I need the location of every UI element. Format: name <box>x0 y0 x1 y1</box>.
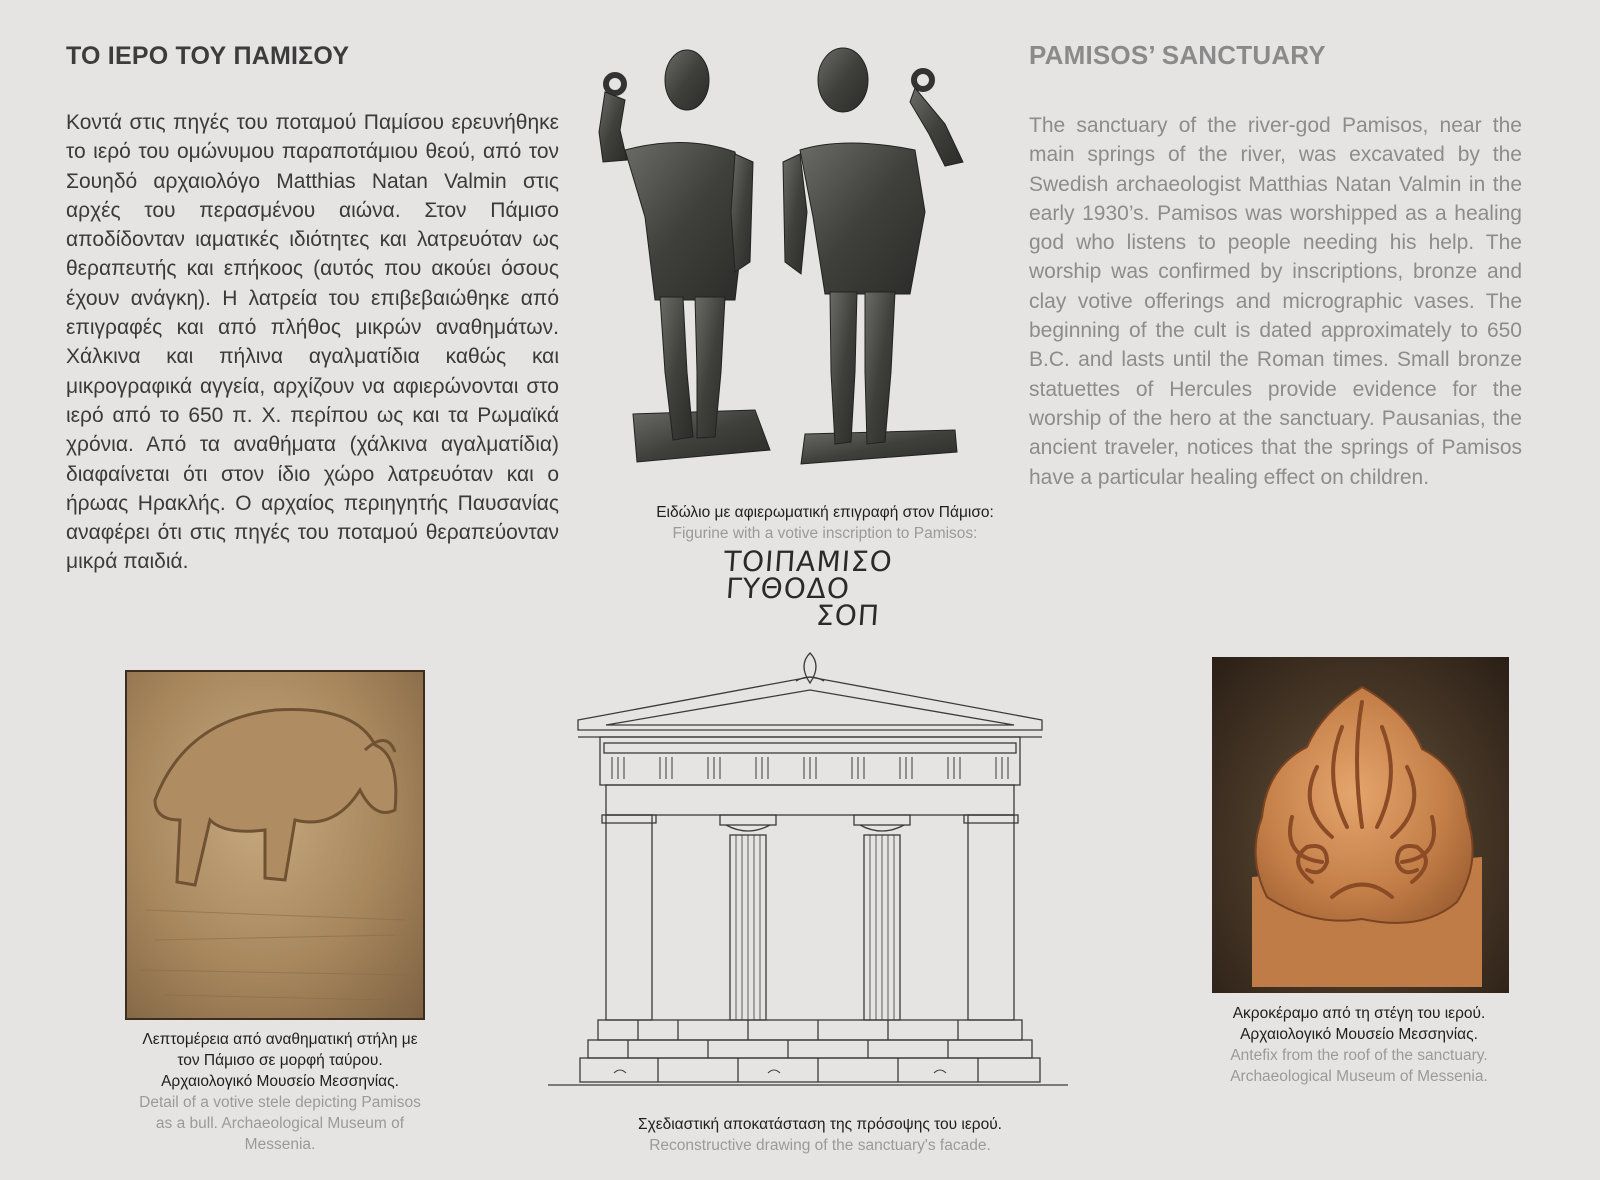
antefix-caption <box>1200 1003 1518 1087</box>
antefix-photo <box>1212 657 1509 993</box>
antefix-caption-greek-line: Αρχαιολογικό Μουσείο Μεσσηνίας. <box>1240 1026 1478 1043</box>
antefix-caption-greek-line: Ακροκέραμο από τη στέγη του ιερού. <box>1232 1005 1486 1022</box>
inscription-line: ΣΟΠ <box>814 599 882 632</box>
drawing-caption-greek: Σχεδιαστική αποκατάσταση της πρόσοψης του ιερού. <box>637 1116 1002 1133</box>
figurine-caption <box>600 502 1050 544</box>
inscription-drawing <box>719 545 905 632</box>
figurine-caption-greek: Ειδώλιο με αφιερωματική επιγραφή στον Πάμισο: <box>656 504 994 521</box>
greek-title: ΤΟ ΙΕΡΟ ΤΟΥ ΠΑΜΙΣΟΥ <box>66 42 350 70</box>
english-title: PAMISOS’ SANCTUARY <box>1029 40 1326 70</box>
stele-caption-greek-line: τον Πάμισο σε μορφή ταύρου. <box>177 1052 383 1069</box>
inscription-line: ΓΥΘΟΔΟ <box>724 572 852 605</box>
figurine-back <box>783 48 963 464</box>
temple-facade-drawing <box>548 645 1088 1110</box>
english-body-text: The sanctuary of the river-god Pamisos, near the main springs of the river, was excavated by the Swedish archaeologist Matthias Natan Valmin in the early 1930’s. Pamisos was worshipped as a healing god who listens to people needing his help. The worship was confirmed by inscriptions, bronze and clay votive offerings and micrographic vases. The beginning of the cult is dated approximately to 650 B.C. and lasts until the Roman times. Small bronze statuettes of Hercules provide evidence for the worship of the hero at the sanctuary. Pausanias, the ancient traveler, notices that the springs of Pamisos have a particular healing effect on children. <box>1029 114 1522 489</box>
votive-stele-photo <box>125 670 425 1020</box>
antefix-caption-english-line: Archaeological Museum of Messenia. <box>1230 1068 1488 1085</box>
figurine-photo <box>585 42 990 482</box>
stele-caption-english-line: Detail of a votive stele depicting Pamisos <box>139 1094 421 1111</box>
stele-caption-greek-line: Λεπτομέρεια από αναθηματική στήλη με <box>142 1031 418 1048</box>
stele-caption-english-line: Messenia. <box>244 1136 316 1153</box>
inscription-line: ΤΟΙΠΑΜΙΣΟ <box>722 545 894 578</box>
stele-caption-english-line: as a bull. Archaeological Museum of <box>155 1115 405 1132</box>
stele-caption <box>118 1029 442 1155</box>
figurine-front <box>599 50 770 462</box>
figurine-caption-english: Figurine with a votive inscription to Pamisos: <box>672 525 978 542</box>
drawing-caption-english: Reconstructive drawing of the sanctuary's facade. <box>649 1137 991 1154</box>
antefix-caption-english-line: Antefix from the roof of the sanctuary. <box>1230 1047 1488 1064</box>
drawing-caption <box>590 1114 1050 1156</box>
greek-body-text: Κοντά στις πηγές του ποταμού Παμίσου ερευνήθηκε το ιερό του ομώνυμου παραποτάμιου θεού, από τον Σουηδό αρχαιολόγο Matthias Natan Valmin στις αρχές του περασμένου αιώνα. Στον Πάμισο αποδίδονταν ιαματικές ιδιότητες και λατρευόταν ως θεραπευτής και επήκοος (αυτός που ακούει όσους έχουν ανάγκη). Η λατρεία του επιβεβαιώθηκε από επιγραφές και από πλήθος μικρών αναθημάτων. Χάλκινα και πήλινα αγαλματίδια καθώς και μικρογραφικά αγγεία, αρχίζουν να αφιερώνονται στο ιερό από το 650 π. Χ. περίπου ως και τα Ρωμαϊκά χρόνια. Από τα αναθήματα (χάλκινα αγαλματίδια) διαφαίνεται ότι στον ίδιο χώρο λατρευόταν και ο ήρωας Ηρακλής. Ο αρχαίος περιηγητής Παυσανίας αναφέρει ότι στις πηγές του ποταμού θεραπεύονταν μικρά παιδιά. <box>66 111 559 574</box>
stele-caption-greek-line: Αρχαιολογικό Μουσείο Μεσσηνίας. <box>161 1073 399 1090</box>
